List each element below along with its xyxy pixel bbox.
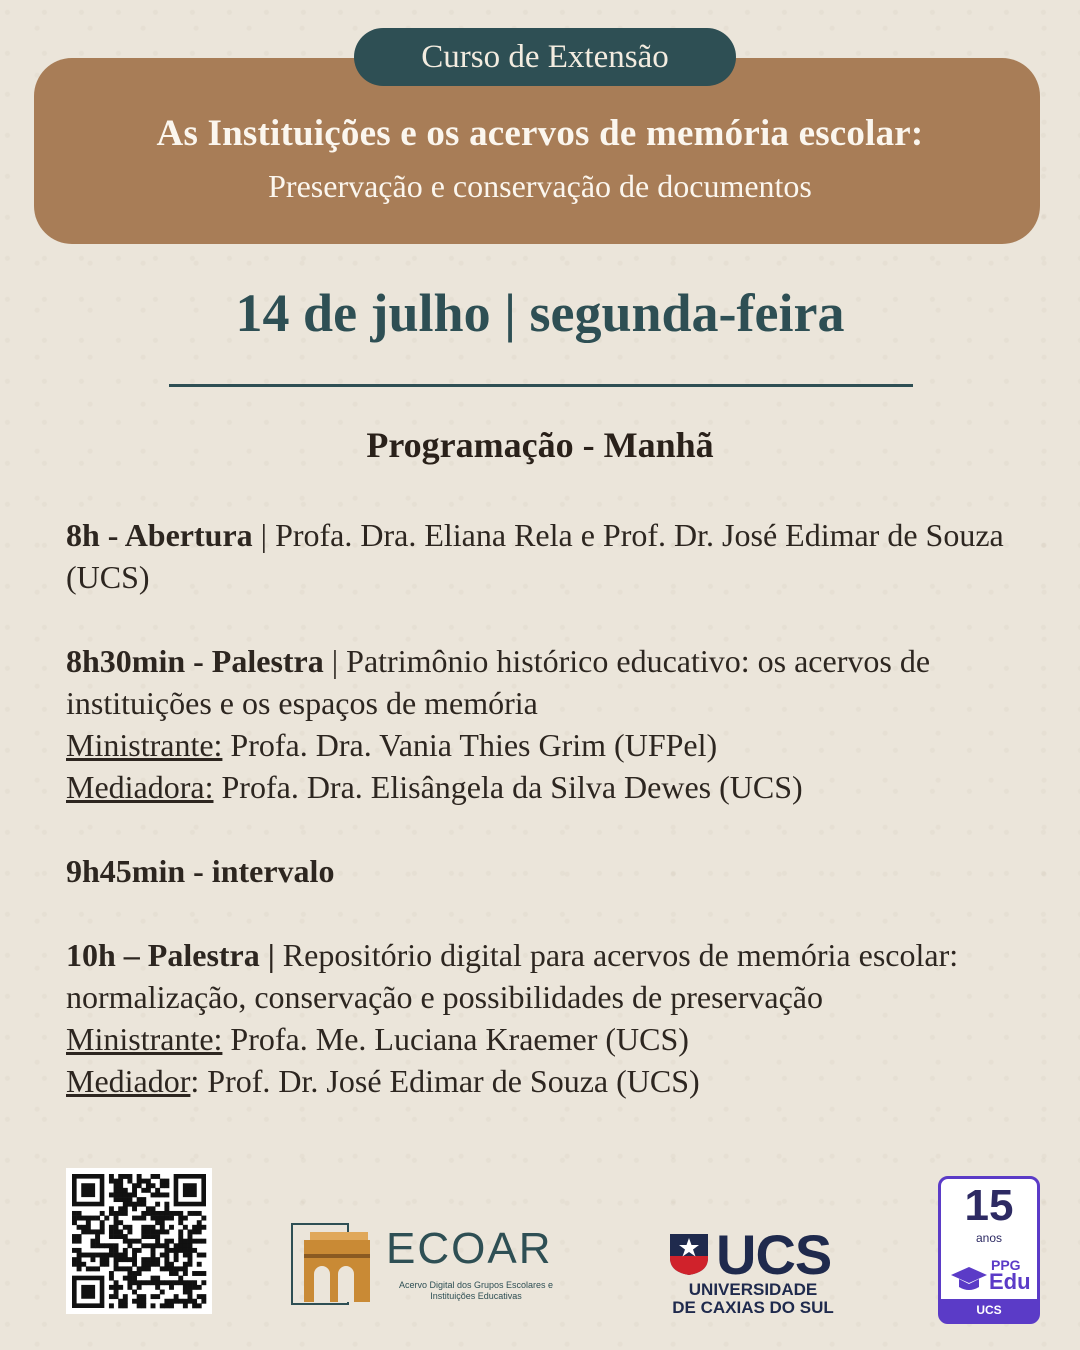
item-time: 10h – Palestra | (66, 937, 275, 973)
item-description: Repositório digital para acervos de memória escolar: normalização, conservação e possibilidades de preservação (66, 937, 959, 1015)
graduation-cap-icon (949, 1265, 989, 1295)
schedule (66, 514, 1036, 1144)
ppg-edu-label: Edu (989, 1269, 1031, 1294)
event-date: 14 de julho | segunda-feira (235, 283, 845, 343)
ppg-logo (941, 1251, 1037, 1301)
course-subtitle: Preservação e conservação de documentos (268, 168, 812, 204)
ppg-anos: anos (975, 1231, 1003, 1245)
ppg-footer: UCS (941, 1299, 1037, 1321)
item-description: Patrimônio histórico educativo: os acervos de instituições e os espaços de memória (66, 643, 931, 721)
schedule-item-break (66, 850, 1036, 892)
moderator-label: Mediador (66, 1063, 191, 1099)
qr-code-icon (66, 1168, 212, 1314)
ucs-line-1: UNIVERSIDADE (688, 1280, 818, 1299)
ucs-logo (668, 1223, 838, 1317)
course-title: As Instituições e os acervos de memória escolar: (156, 113, 924, 154)
item-time: 9h45min - intervalo (66, 853, 335, 889)
moderator-name: Profa. Dra. Elisângela da Silva Dewes (UCS) (213, 769, 803, 805)
ppg-years: 15 (964, 1181, 1014, 1230)
schedule-item-lecture-2 (66, 934, 1036, 1102)
moderator-label: Mediadora: (66, 769, 214, 805)
item-separator: | (252, 517, 276, 553)
item-description: Profa. Dra. Eliana Rela e Prof. Dr. José Edimar de Souza (UCS) (66, 517, 1004, 595)
ucs-line-2: DE CAXIAS DO SUL (672, 1298, 834, 1317)
speaker-name: Profa. Me. Luciana Kraemer (UCS) (222, 1021, 689, 1057)
ecoar-building-icon (290, 1218, 380, 1308)
item-time: 8h30min - Palestra (66, 643, 324, 679)
ecoar-name: ECOAR (386, 1224, 553, 1273)
ucs-name: UCS (716, 1223, 832, 1286)
speaker-label: Ministrante: (66, 727, 223, 763)
course-type-badge: Curso de Extensão (354, 28, 736, 86)
schedule-item-lecture-1 (66, 640, 1036, 808)
schedule-item-opening (66, 514, 1036, 598)
ppgedu-badge (938, 1176, 1040, 1324)
ucs-shield-icon (668, 1232, 710, 1276)
item-separator: | (323, 643, 347, 679)
item-time: 8h - Abertura (66, 517, 253, 553)
program-title: Programação - Manhã (366, 425, 714, 465)
speaker-label: Ministrante: (66, 1021, 223, 1057)
ppg-label: PPG (991, 1257, 1021, 1273)
ecoar-description: Acervo Digital dos Grupos Escolares e Instituições Educativas (398, 1280, 554, 1301)
speaker-name: Profa. Dra. Vania Thies Grim (UFPel) (222, 727, 718, 763)
divider (169, 384, 913, 387)
qr-code[interactable] (66, 1168, 212, 1314)
moderator-name: : Prof. Dr. José Edimar de Souza (UCS) (190, 1063, 700, 1099)
ecoar-logo (290, 1218, 580, 1308)
